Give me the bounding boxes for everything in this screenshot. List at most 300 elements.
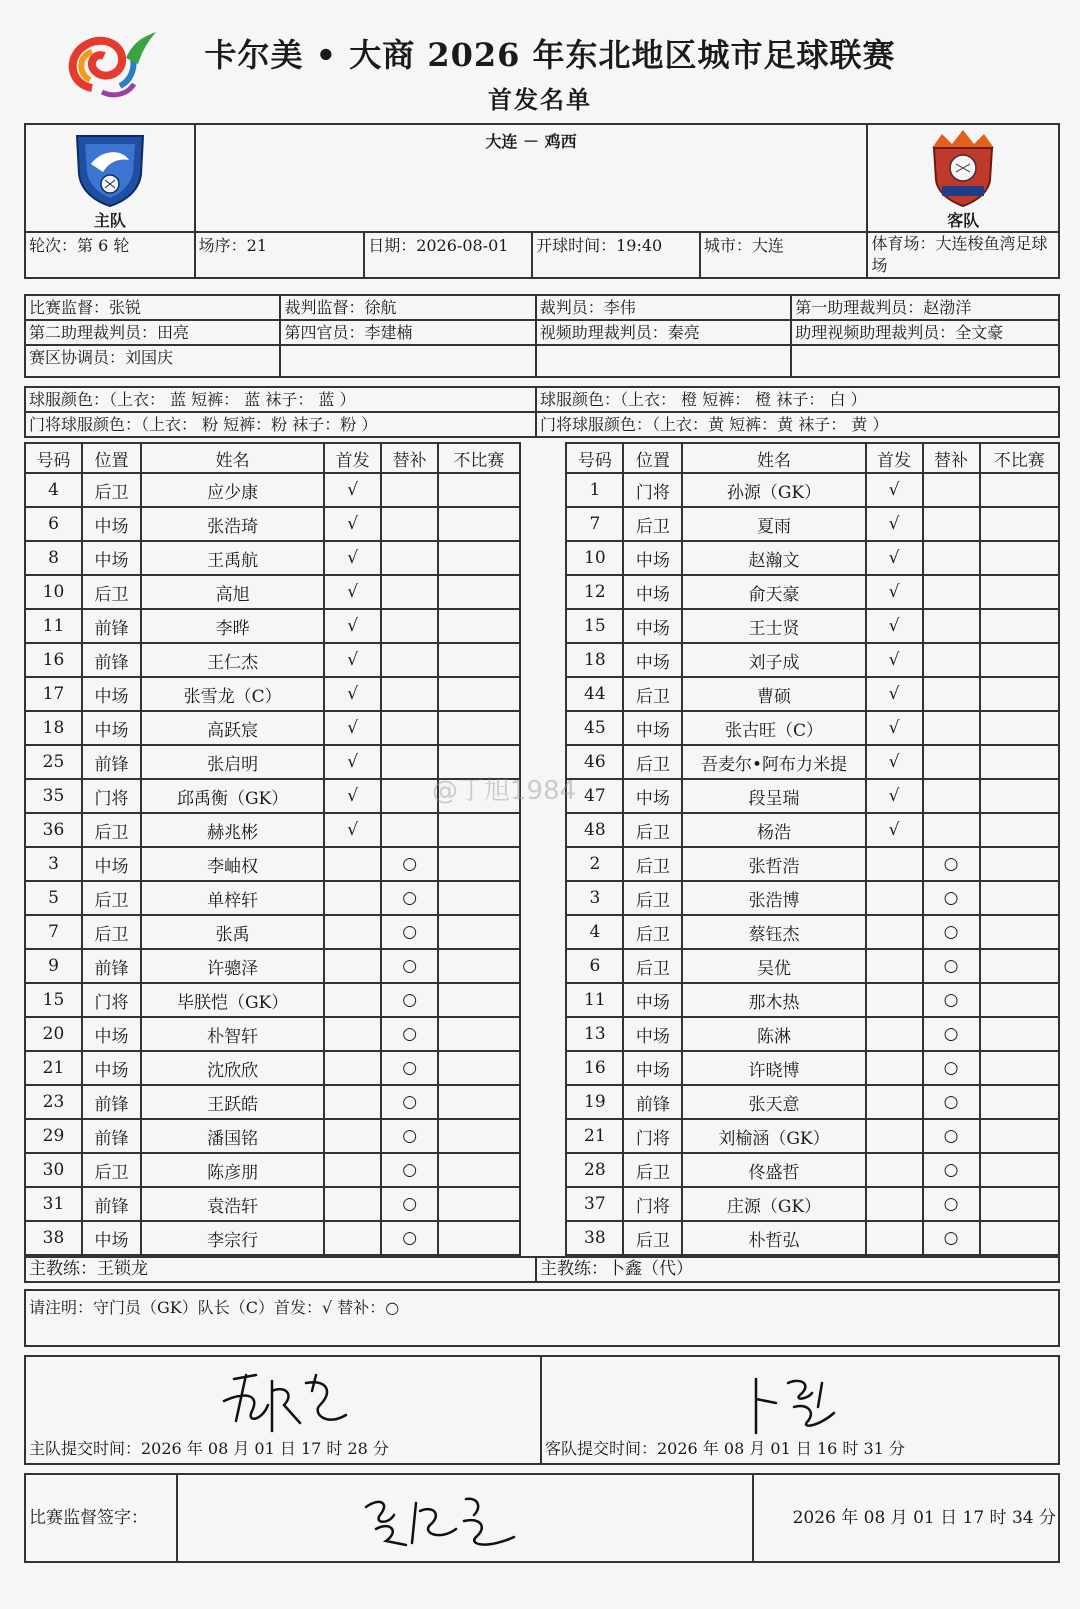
home-player-position: 前锋: [82, 1187, 141, 1221]
home-starter-mark: [324, 1017, 381, 1051]
away-team-cell: [867, 124, 1059, 232]
home-player-number: 6: [25, 507, 82, 541]
away-player-position: 门将: [623, 473, 682, 507]
round: 轮次：第 6 轮: [25, 232, 195, 278]
home-starter-mark: √: [324, 779, 381, 813]
away-player-number: 7: [566, 507, 623, 541]
away-substitute-mark: ○: [923, 1017, 980, 1051]
roster-row: [25, 643, 1059, 677]
away-gk-kit-colors: 门将球服颜色：（上衣：黄 短裤：黄 袜子： 黄 ）: [536, 412, 1059, 437]
roster-row: [25, 1085, 1059, 1119]
away-substitute-mark: [923, 779, 980, 813]
home-not-playing-mark: [438, 1119, 519, 1153]
home-player-number: 18: [25, 711, 82, 745]
roster-row: [25, 1221, 1059, 1255]
away-player-name: 蔡钰杰: [682, 915, 865, 949]
home-player-name: 张雪龙（C）: [141, 677, 324, 711]
home-player-name: 张启明: [141, 745, 324, 779]
header-substitute: 替补: [381, 443, 438, 473]
away-starter-mark: [866, 1187, 923, 1221]
away-player-number: 46: [566, 745, 623, 779]
away-player-position: 中场: [623, 643, 682, 677]
roster-gap: [520, 575, 567, 609]
empty-cell: [536, 345, 791, 377]
home-player-name: 毕朕恺（GK）: [141, 983, 324, 1017]
away-player-number: 1: [566, 473, 623, 507]
away-substitute-mark: [923, 643, 980, 677]
home-player-name: 张浩琦: [141, 507, 324, 541]
away-player-name: 张哲浩: [682, 847, 865, 881]
roster-table: [24, 442, 1060, 1256]
home-player-position: 门将: [82, 983, 141, 1017]
home-player-position: 前锋: [82, 609, 141, 643]
home-player-position: 前锋: [82, 949, 141, 983]
home-starter-mark: √: [324, 609, 381, 643]
home-player-position: 中场: [82, 541, 141, 575]
roster-row: [25, 677, 1059, 711]
away-substitute-mark: ○: [923, 847, 980, 881]
home-starter-mark: √: [324, 473, 381, 507]
home-not-playing-mark: [438, 507, 519, 541]
officials-table: [24, 294, 1060, 378]
home-starter-mark: [324, 983, 381, 1017]
roster-header-row: [25, 443, 1059, 473]
away-player-position: 后卫: [623, 1153, 682, 1187]
home-starter-mark: √: [324, 677, 381, 711]
roster-gap: [520, 881, 567, 915]
header-name: 姓名: [141, 443, 324, 473]
away-not-playing-mark: [980, 949, 1059, 983]
away-player-number: 10: [566, 541, 623, 575]
home-player-name: 张禹: [141, 915, 324, 949]
away-player-name: 曹硕: [682, 677, 865, 711]
away-player-number: 6: [566, 949, 623, 983]
home-substitute-mark: [381, 609, 438, 643]
header-starter: 首发: [866, 443, 923, 473]
fourth-official: 第四官员：李建楠: [280, 320, 535, 345]
roster-gap: [520, 643, 567, 677]
away-not-playing-mark: [980, 847, 1059, 881]
match-date: 日期：2026-08-01: [364, 232, 532, 278]
home-not-playing-mark: [438, 983, 519, 1017]
away-not-playing-mark: [980, 1187, 1059, 1221]
away-starter-mark: [866, 949, 923, 983]
away-player-position: 门将: [623, 1119, 682, 1153]
roster-gap: [520, 813, 567, 847]
home-player-number: 11: [25, 609, 82, 643]
home-not-playing-mark: [438, 711, 519, 745]
home-substitute-mark: ○: [381, 1085, 438, 1119]
away-not-playing-mark: [980, 1051, 1059, 1085]
away-substitute-mark: ○: [923, 1085, 980, 1119]
away-not-playing-mark: [980, 473, 1059, 507]
away-player-number: 13: [566, 1017, 623, 1051]
away-player-name: 刘榆涵（GK）: [682, 1119, 865, 1153]
home-not-playing-mark: [438, 949, 519, 983]
away-not-playing-mark: [980, 677, 1059, 711]
home-starter-mark: √: [324, 711, 381, 745]
away-substitute-mark: [923, 507, 980, 541]
home-player-position: 中场: [82, 711, 141, 745]
home-player-name: 高旭: [141, 575, 324, 609]
away-not-playing-mark: [980, 507, 1059, 541]
home-starter-mark: [324, 1085, 381, 1119]
home-team-label: 主队: [93, 211, 126, 230]
home-starter-mark: √: [324, 813, 381, 847]
roster-gap: [520, 949, 567, 983]
away-starter-mark: √: [866, 507, 923, 541]
away-player-name: 赵瀚文: [682, 541, 865, 575]
roster-row: [25, 575, 1059, 609]
away-player-number: 37: [566, 1187, 623, 1221]
away-player-position: 中场: [623, 983, 682, 1017]
home-player-name: 李晔: [141, 609, 324, 643]
home-starter-mark: √: [324, 507, 381, 541]
away-player-number: 2: [566, 847, 623, 881]
referee-assessor: 裁判监督：徐航: [280, 295, 535, 320]
assistant-referee-1: 第一助理裁判员：赵渤洋: [791, 295, 1059, 320]
home-player-name: 王禹航: [141, 541, 324, 575]
empty-cell: [280, 345, 535, 377]
home-starter-mark: √: [324, 745, 381, 779]
home-player-number: 17: [25, 677, 82, 711]
away-not-playing-mark: [980, 779, 1059, 813]
away-player-number: 15: [566, 609, 623, 643]
home-not-playing-mark: [438, 1153, 519, 1187]
roster-gap: [520, 1187, 567, 1221]
away-not-playing-mark: [980, 813, 1059, 847]
away-player-position: 后卫: [623, 677, 682, 711]
home-substitute-mark: ○: [381, 915, 438, 949]
roster-row: [25, 881, 1059, 915]
roster-gap: [520, 1153, 567, 1187]
roster-gap: [520, 1017, 567, 1051]
watermark: @丁旭1984: [432, 776, 577, 806]
home-player-number: 7: [25, 915, 82, 949]
roster-row: [25, 1119, 1059, 1153]
home-substitute-mark: ○: [381, 847, 438, 881]
home-player-position: 中场: [82, 1017, 141, 1051]
away-player-position: 前锋: [623, 1085, 682, 1119]
away-starter-mark: [866, 847, 923, 881]
away-player-position: 门将: [623, 1187, 682, 1221]
home-substitute-mark: ○: [381, 1017, 438, 1051]
roster-gap: [520, 1221, 567, 1255]
home-player-number: 4: [25, 473, 82, 507]
roster-row: [25, 1187, 1059, 1221]
home-player-name: 单梓轩: [141, 881, 324, 915]
home-starter-mark: [324, 881, 381, 915]
home-not-playing-mark: [438, 1085, 519, 1119]
away-player-position: 中场: [623, 1051, 682, 1085]
home-player-number: 16: [25, 643, 82, 677]
home-player-position: 后卫: [82, 881, 141, 915]
away-player-number: 48: [566, 813, 623, 847]
home-not-playing-mark: [438, 575, 519, 609]
roster-row: [25, 983, 1059, 1017]
home-starter-mark: [324, 1187, 381, 1221]
home-substitute-mark: [381, 575, 438, 609]
home-substitute-mark: [381, 813, 438, 847]
roster-gap: [520, 1119, 567, 1153]
home-player-name: 应少康: [141, 473, 324, 507]
home-coach-signature-icon: [216, 1361, 366, 1441]
away-substitute-mark: ○: [923, 983, 980, 1017]
away-player-number: 47: [566, 779, 623, 813]
away-crest-icon: [922, 128, 1004, 208]
home-not-playing-mark: [438, 1187, 519, 1221]
home-player-name: 袁浩轩: [141, 1187, 324, 1221]
away-starter-mark: √: [866, 473, 923, 507]
home-player-number: 20: [25, 1017, 82, 1051]
header-not-playing: 不比赛: [438, 443, 519, 473]
away-starter-mark: √: [866, 643, 923, 677]
roster-row: [25, 1153, 1059, 1187]
home-player-number: 36: [25, 813, 82, 847]
away-substitute-mark: ○: [923, 915, 980, 949]
away-substitute-mark: [923, 813, 980, 847]
roster-row: [25, 1017, 1059, 1051]
roster-row: [25, 507, 1059, 541]
away-player-name: 夏雨: [682, 507, 865, 541]
home-not-playing-mark: [438, 1221, 519, 1255]
away-not-playing-mark: [980, 881, 1059, 915]
roster-gap: [520, 915, 567, 949]
away-substitute-mark: ○: [923, 1221, 980, 1255]
away-not-playing-mark: [980, 711, 1059, 745]
roster-row: [25, 949, 1059, 983]
away-not-playing-mark: [980, 609, 1059, 643]
match-teams: 大连 － 鸡西: [195, 124, 868, 232]
away-not-playing-mark: [980, 643, 1059, 677]
home-substitute-mark: ○: [381, 949, 438, 983]
home-player-position: 后卫: [82, 473, 141, 507]
away-not-playing-mark: [980, 1221, 1059, 1255]
away-kit-colors: 球服颜色：（上衣： 橙 短裤： 橙 袜子： 白 ）: [536, 387, 1059, 412]
home-team-cell: [25, 124, 195, 232]
away-starter-mark: [866, 915, 923, 949]
away-coach: 主教练：卜鑫（代）: [536, 1257, 1059, 1282]
home-player-name: 朴智轩: [141, 1017, 324, 1051]
home-coach: 主教练：王锁龙: [25, 1257, 536, 1282]
header-not-playing: 不比赛: [980, 443, 1059, 473]
away-starter-mark: √: [866, 813, 923, 847]
away-submission-box: [540, 1355, 1060, 1465]
home-substitute-mark: ○: [381, 1221, 438, 1255]
away-not-playing-mark: [980, 915, 1059, 949]
home-player-position: 中场: [82, 507, 141, 541]
away-player-position: 后卫: [623, 949, 682, 983]
home-player-name: 高跃宸: [141, 711, 324, 745]
home-kit-colors: 球服颜色：（上衣： 蓝 短裤： 蓝 袜子： 蓝 ）: [25, 387, 536, 412]
away-substitute-mark: ○: [923, 1119, 980, 1153]
away-not-playing-mark: [980, 541, 1059, 575]
away-not-playing-mark: [980, 1119, 1059, 1153]
away-player-name: 孙源（GK）: [682, 473, 865, 507]
away-substitute-mark: ○: [923, 1051, 980, 1085]
roster-gap: [520, 609, 567, 643]
away-substitute-mark: ○: [923, 881, 980, 915]
away-player-position: 中场: [623, 711, 682, 745]
away-player-position: 后卫: [623, 813, 682, 847]
home-player-position: 中场: [82, 1051, 141, 1085]
home-player-name: 潘国铭: [141, 1119, 324, 1153]
home-crest-icon: [69, 130, 151, 208]
home-player-position: 中场: [82, 847, 141, 881]
home-not-playing-mark: [438, 609, 519, 643]
header-number: 号码: [25, 443, 82, 473]
home-player-position: 中场: [82, 677, 141, 711]
page-title: 卡尔美 • 大商 2026 年东北地区城市足球联赛: [204, 36, 896, 74]
roster-row: [25, 711, 1059, 745]
home-substitute-mark: ○: [381, 1051, 438, 1085]
away-player-name: 张天意: [682, 1085, 865, 1119]
away-player-position: 后卫: [623, 847, 682, 881]
away-player-position: 后卫: [623, 1221, 682, 1255]
roster-gap: [520, 507, 567, 541]
home-substitute-mark: ○: [381, 881, 438, 915]
supervisor-signature-icon: [356, 1485, 526, 1555]
home-starter-mark: √: [324, 541, 381, 575]
home-player-name: 陈彦朋: [141, 1153, 324, 1187]
home-player-position: 前锋: [82, 1119, 141, 1153]
roster-row: [25, 915, 1059, 949]
roster-row: [25, 473, 1059, 507]
supervisor-sign-time: 2026 年 08 月 01 日 17 时 34 分: [752, 1475, 1058, 1561]
away-not-playing-mark: [980, 1085, 1059, 1119]
away-player-position: 后卫: [623, 745, 682, 779]
away-starter-mark: √: [866, 677, 923, 711]
roster-gap: [520, 847, 567, 881]
away-player-name: 杨浩: [682, 813, 865, 847]
home-player-position: 前锋: [82, 745, 141, 779]
roster-gap: [520, 473, 567, 507]
home-player-position: 后卫: [82, 575, 141, 609]
away-substitute-mark: [923, 609, 980, 643]
home-player-position: 中场: [82, 1221, 141, 1255]
roster-row: [25, 609, 1059, 643]
page-subtitle: 首发名单: [488, 85, 592, 114]
away-substitute-mark: [923, 541, 980, 575]
away-player-name: 王士贤: [682, 609, 865, 643]
roster-gap: [520, 677, 567, 711]
away-substitute-mark: [923, 677, 980, 711]
home-starter-mark: [324, 1119, 381, 1153]
roster-row: [25, 1051, 1059, 1085]
home-player-position: 后卫: [82, 915, 141, 949]
home-player-number: 21: [25, 1051, 82, 1085]
away-starter-mark: √: [866, 575, 923, 609]
away-player-position: 后卫: [623, 881, 682, 915]
home-player-name: 许骢泽: [141, 949, 324, 983]
away-starter-mark: [866, 1085, 923, 1119]
home-player-number: 8: [25, 541, 82, 575]
away-player-number: 45: [566, 711, 623, 745]
home-starter-mark: [324, 1153, 381, 1187]
away-substitute-mark: ○: [923, 1187, 980, 1221]
home-substitute-mark: [381, 711, 438, 745]
away-player-name: 佟盛哲: [682, 1153, 865, 1187]
match-number: 场序：21: [195, 232, 365, 278]
home-player-number: 35: [25, 779, 82, 813]
home-starter-mark: [324, 1051, 381, 1085]
home-substitute-mark: [381, 643, 438, 677]
empty-cell: [791, 345, 1059, 377]
kickoff-time: 开球时间：19:40: [532, 232, 700, 278]
away-player-number: 4: [566, 915, 623, 949]
home-player-number: 3: [25, 847, 82, 881]
league-logo-icon: [62, 28, 162, 104]
away-not-playing-mark: [980, 745, 1059, 779]
home-submission-time: 主队提交时间：2026 年 08 月 01 日 17 时 28 分: [29, 1439, 389, 1458]
away-player-number: 38: [566, 1221, 623, 1255]
home-substitute-mark: ○: [381, 983, 438, 1017]
legend-note: 请注明：守门员（GK）队长（C）首发：√ 替补：○: [24, 1289, 1060, 1347]
home-player-name: 李岫权: [141, 847, 324, 881]
home-not-playing-mark: [438, 677, 519, 711]
away-not-playing-mark: [980, 983, 1059, 1017]
home-player-number: 23: [25, 1085, 82, 1119]
away-player-position: 后卫: [623, 915, 682, 949]
away-starter-mark: √: [866, 711, 923, 745]
away-starter-mark: √: [866, 745, 923, 779]
header-number: 号码: [566, 443, 623, 473]
away-starter-mark: [866, 1153, 923, 1187]
home-substitute-mark: [381, 677, 438, 711]
away-player-name: 陈淋: [682, 1017, 865, 1051]
away-starter-mark: [866, 983, 923, 1017]
home-player-number: 38: [25, 1221, 82, 1255]
home-player-number: 30: [25, 1153, 82, 1187]
home-player-name: 邱禹衡（GK）: [141, 779, 324, 813]
home-player-position: 门将: [82, 779, 141, 813]
roster-row: [25, 541, 1059, 575]
away-player-number: 44: [566, 677, 623, 711]
away-player-name: 吴优: [682, 949, 865, 983]
away-substitute-mark: ○: [923, 1153, 980, 1187]
away-player-name: 俞天豪: [682, 575, 865, 609]
away-player-name: 张浩博: [682, 881, 865, 915]
away-player-number: 3: [566, 881, 623, 915]
home-substitute-mark: ○: [381, 1187, 438, 1221]
home-substitute-mark: ○: [381, 1153, 438, 1187]
home-player-number: 29: [25, 1119, 82, 1153]
roster-gap: [520, 1085, 567, 1119]
home-substitute-mark: [381, 473, 438, 507]
match-city: 城市：大连: [700, 232, 868, 278]
home-player-number: 5: [25, 881, 82, 915]
home-not-playing-mark: [438, 1051, 519, 1085]
roster-gap: [520, 983, 567, 1017]
home-player-name: 赫兆彬: [141, 813, 324, 847]
away-not-playing-mark: [980, 1153, 1059, 1187]
supervisor-signature-label: 比赛监督签字：: [26, 1475, 178, 1561]
coaches-table: [24, 1256, 1060, 1283]
home-not-playing-mark: [438, 847, 519, 881]
away-player-position: 中场: [623, 779, 682, 813]
header-substitute: 替补: [923, 443, 980, 473]
home-starter-mark: √: [324, 643, 381, 677]
away-player-name: 庄源（GK）: [682, 1187, 865, 1221]
away-player-name: 张古旺（C）: [682, 711, 865, 745]
away-player-name: 朴哲弘: [682, 1221, 865, 1255]
away-player-name: 吾麦尔•阿布力米提: [682, 745, 865, 779]
home-gk-kit-colors: 门将球服颜色：（上衣： 粉 短裤：粉 袜子：粉 ）: [25, 412, 536, 437]
away-player-position: 中场: [623, 1017, 682, 1051]
away-starter-mark: √: [866, 541, 923, 575]
away-player-name: 许晓博: [682, 1051, 865, 1085]
supervisor-signature-box: [24, 1473, 1060, 1563]
